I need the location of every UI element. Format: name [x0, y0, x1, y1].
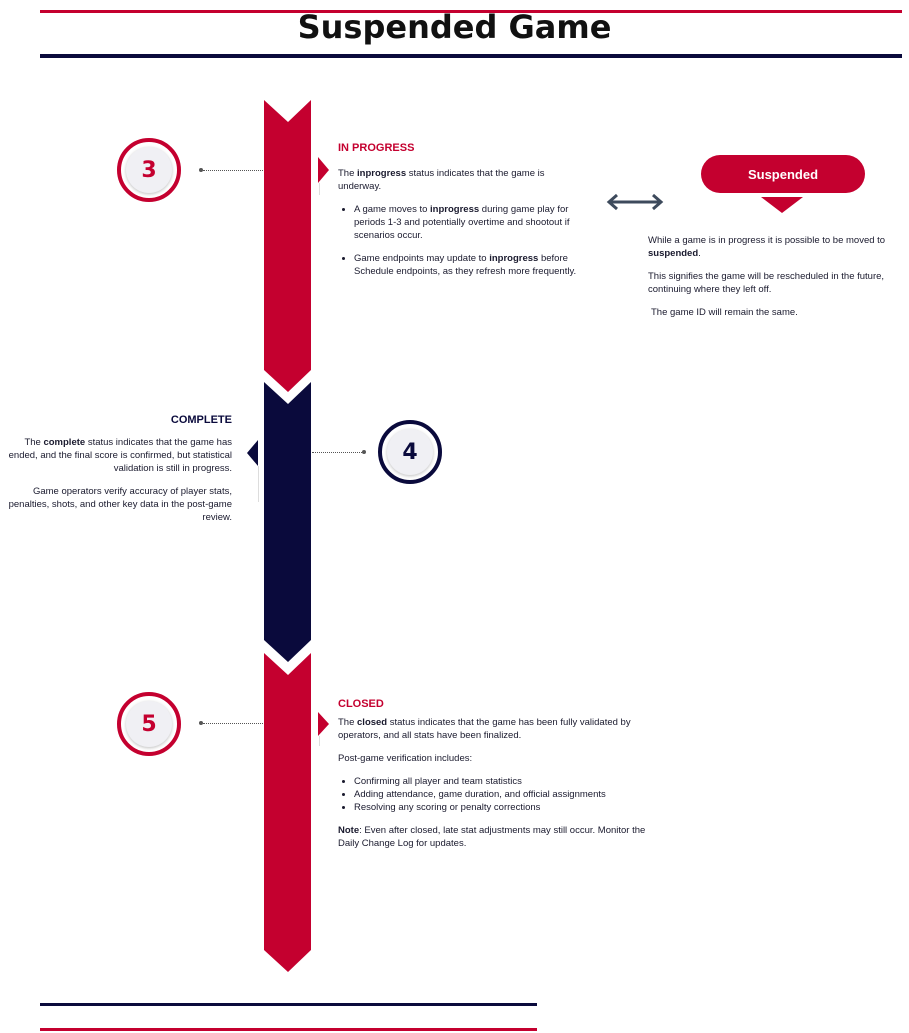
bottom-red-rule — [40, 1028, 537, 1031]
suspended-badge — [701, 155, 865, 193]
step-heading-closed: CLOSED — [338, 698, 384, 710]
step-number-4: 4 — [402, 439, 418, 465]
connector-line-4 — [312, 452, 362, 453]
step-body-inprogress — [338, 167, 578, 288]
step-circle-4 — [378, 420, 442, 484]
pointer-triangle-4 — [247, 440, 259, 466]
list-item: • A game moves to inprogress during game play for periods 1-3 and potentially overtime and shootout if scenarios occur. — [354, 203, 578, 242]
suspended-body — [648, 234, 908, 329]
pointer-triangle-3 — [318, 157, 330, 183]
double-arrow-icon — [605, 192, 665, 212]
step-body-closed — [338, 716, 668, 860]
closed-p2: Post-game verification includes: — [338, 753, 473, 764]
timeline-spine — [260, 95, 316, 980]
connector-line-5 — [203, 723, 263, 724]
list-item: • Confirming all player and team statistics — [354, 775, 668, 788]
complete-intro: The complete status indicates that the game has ended, and the final score is confirmed, but statistical validation is still in progress. — [8, 437, 232, 474]
connector-dot-4 — [362, 450, 366, 454]
step-heading-complete: COMPLETE — [170, 414, 232, 426]
step-circle-3 — [117, 138, 181, 202]
bottom-navy-rule — [40, 1003, 537, 1006]
step-circle-5 — [117, 692, 181, 756]
closed-bullets — [338, 775, 668, 814]
timeline-segment-complete — [264, 382, 311, 662]
step-number-3: 3 — [141, 157, 157, 183]
inprogress-bullets — [338, 203, 578, 278]
top-navy-rule — [40, 54, 902, 58]
suspended-pointer — [761, 197, 803, 213]
list-item: • Adding attendance, game duration, and official assignments — [354, 788, 668, 801]
divider-3 — [319, 183, 320, 195]
complete-p2: Game operators verify accuracy of player stats, penalties, shots, and other key data in the post-game review. — [8, 486, 232, 523]
suspended-p3: The game ID will remain the same. — [651, 307, 798, 318]
timeline-segment-inprogress — [264, 100, 311, 392]
timeline-segment-closed — [264, 653, 311, 972]
step-body-complete — [0, 436, 232, 534]
suspended-label: Suspended — [747, 166, 819, 182]
pointer-triangle-5 — [318, 712, 330, 736]
suspended-p2: This signifies the game will be rescheduled in the future, continuing where they left off. — [648, 271, 885, 295]
step-number-5: 5 — [141, 711, 157, 737]
list-item: • Game endpoints may update to inprogress before Schedule endpoints, as they refresh more frequently. — [354, 252, 578, 278]
page-title: Suspended Game — [297, 8, 612, 46]
list-item: • Resolving any scoring or penalty corrections — [354, 801, 668, 814]
closed-note: Note: Even after closed, late stat adjustments may still occur. Monitor the Daily Change Log for updates. — [338, 825, 646, 849]
divider-5 — [319, 736, 320, 746]
inprogress-intro: The inprogress status indicates that the game is underway. — [338, 168, 545, 192]
step-heading-inprogress: IN PROGRESS — [338, 142, 415, 154]
suspended-p1: While a game is in progress it is possible to be moved to suspended. — [648, 235, 886, 259]
connector-line-3 — [203, 170, 263, 171]
closed-intro: The closed status indicates that the game has been fully validated by operators, and all stats have been finalized. — [338, 717, 631, 741]
divider-4 — [258, 466, 259, 502]
